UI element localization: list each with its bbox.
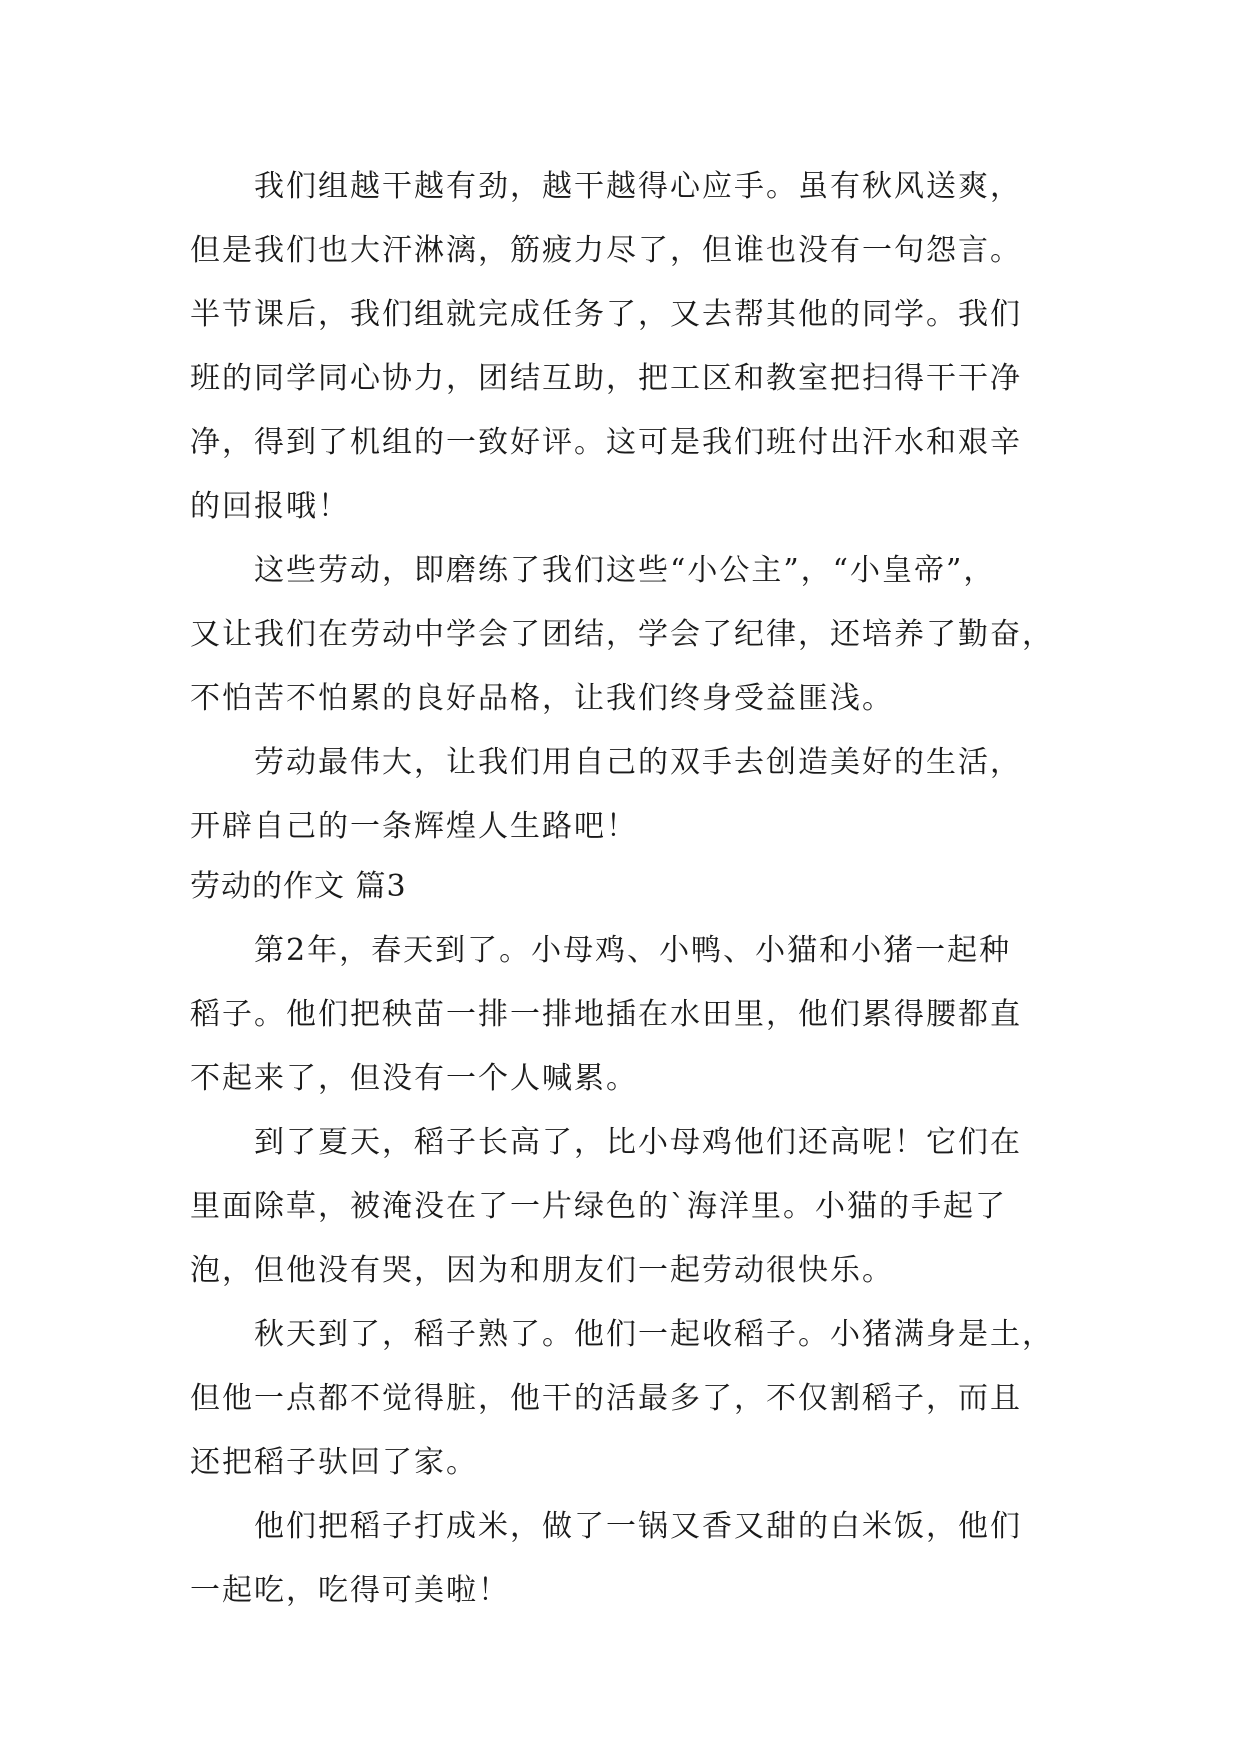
section-heading: 劳动的作文 篇3 bbox=[190, 869, 407, 904]
paragraph bbox=[190, 1495, 1070, 1623]
text-line: 又让我们在劳动中学会了团结，学会了纪律，还培养了勤奋， bbox=[190, 617, 1054, 652]
text-line: 还把稻子驮回了家。 bbox=[190, 1445, 478, 1480]
paragraph bbox=[190, 1111, 1070, 1303]
text-line: 半节课后，我们组就完成任务了，又去帮其他的同学。我们 bbox=[190, 297, 1022, 332]
text-line: 净，得到了机组的一致好评。这可是我们班付出汗水和艰辛 bbox=[190, 425, 1022, 460]
section-top bbox=[190, 155, 1070, 859]
paragraph bbox=[190, 919, 1070, 1111]
text-line: 这些劳动，即磨练了我们这些“小公主”，“小皇帝”， bbox=[254, 553, 996, 588]
text-line: 班的同学同心协力，团结互助，把工区和教室把扫得干干净 bbox=[190, 361, 1022, 396]
text-line: 不起来了，但没有一个人喊累。 bbox=[190, 1061, 638, 1096]
text-line: 秋天到了，稻子熟了。他们一起收稻子。小猪满身是土， bbox=[254, 1317, 1054, 1352]
text-line: 但是我们也大汗淋漓，筋疲力尽了，但谁也没有一句怨言。 bbox=[190, 233, 1022, 268]
paragraph bbox=[190, 1303, 1070, 1495]
text-line: 但他一点都不觉得脏，他干的活最多了，不仅割稻子，而且 bbox=[190, 1381, 1022, 1416]
text-line: 他们把稻子打成米，做了一锅又香又甜的白米饭，他们 bbox=[254, 1509, 1022, 1544]
text-line: 到了夏天，稻子长高了，比小母鸡他们还高呢！它们在 bbox=[254, 1125, 1022, 1160]
text-line: 第2年，春天到了。小母鸡、小鸭、小猫和小猪一起种 bbox=[254, 933, 1012, 968]
text-line: 开辟自己的一条辉煌人生路吧！ bbox=[190, 809, 638, 844]
paragraph bbox=[190, 731, 1070, 859]
text-line: 劳动最伟大，让我们用自己的双手去创造美好的生活， bbox=[254, 745, 1022, 780]
text-line: 里面除草，被淹没在了一片绿色的`海洋里。小猫的手起了 bbox=[190, 1189, 1007, 1224]
paragraph bbox=[190, 155, 1070, 539]
text-line: 的回报哦！ bbox=[190, 489, 350, 524]
text-line: 泡，但他没有哭，因为和朋友们一起劳动很快乐。 bbox=[190, 1253, 894, 1288]
text-line: 我们组越干越有劲，越干越得心应手。虽有秋风送爽， bbox=[254, 169, 1022, 204]
text-line: 稻子。他们把秧苗一排一排地插在水田里，他们累得腰都直 bbox=[190, 997, 1022, 1032]
paragraph bbox=[190, 539, 1070, 731]
text-line: 不怕苦不怕累的良好品格，让我们终身受益匪浅。 bbox=[190, 681, 894, 716]
text-line: 一起吃，吃得可美啦！ bbox=[190, 1573, 510, 1608]
section-bottom bbox=[190, 919, 1070, 1623]
